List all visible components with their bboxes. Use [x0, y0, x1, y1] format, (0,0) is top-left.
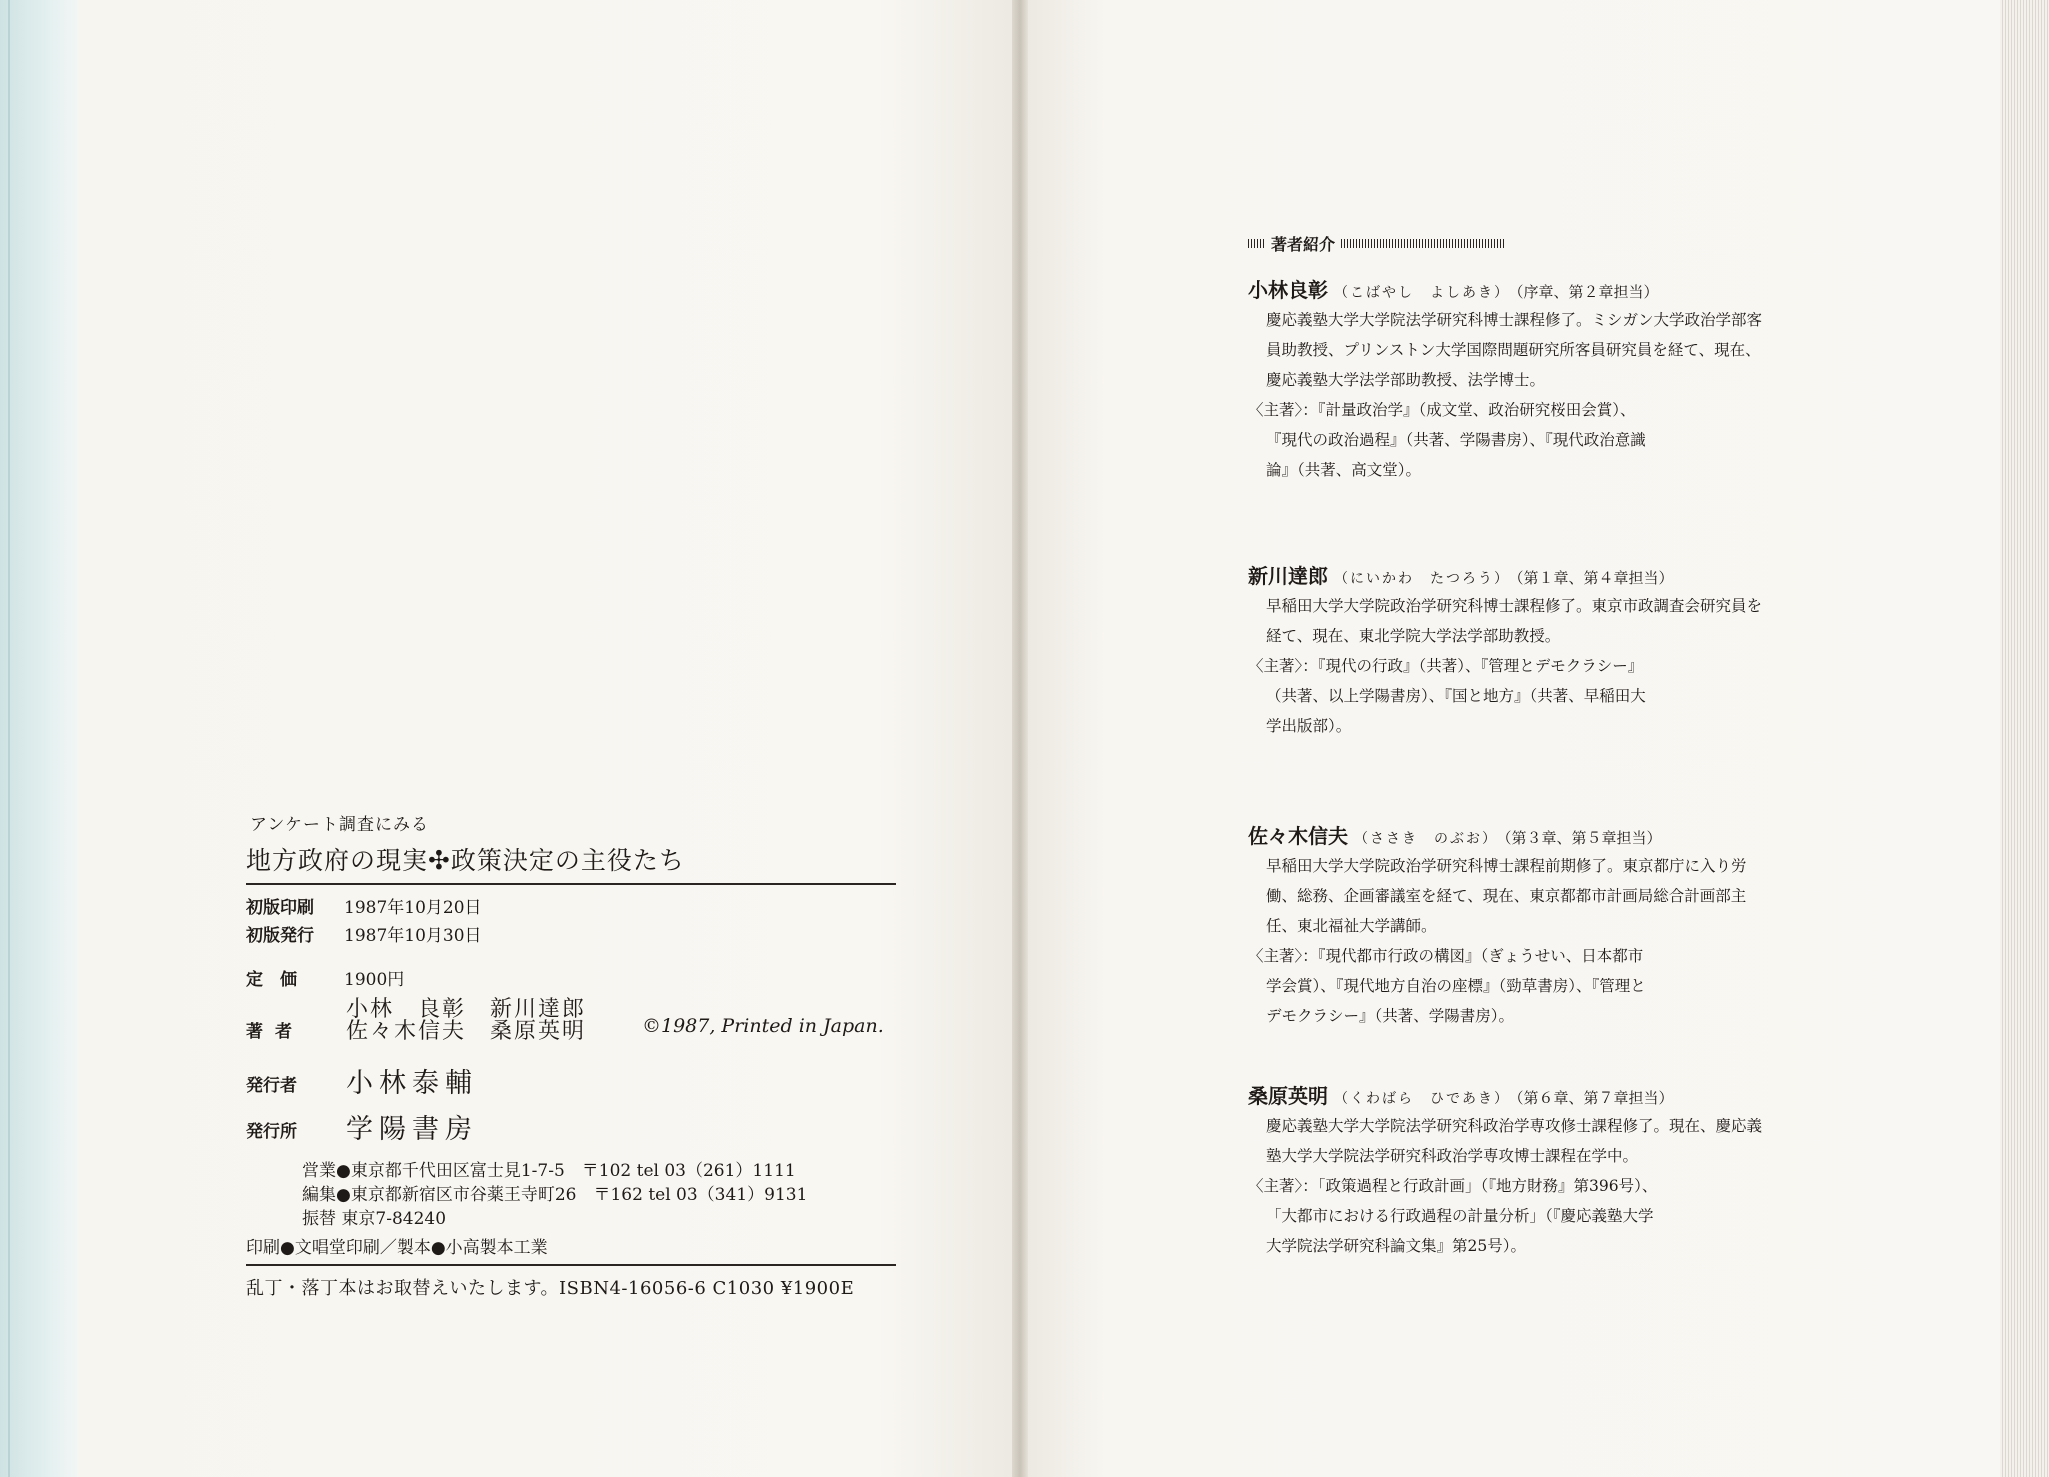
- works-line: 〈主著〉：『現代の行政』（共著）、『管理とデモクラシー』: [1248, 657, 1644, 675]
- publisher-person-name: 小林泰輔: [346, 1068, 478, 1099]
- heading-rule-left: [1248, 239, 1265, 248]
- author-bio: 早稲田大学大学院政治学研究科博士課程修了。東京市政調査会研究員を経て、現在、東北学院大学法学部助教授。: [1266, 597, 1763, 645]
- author-role: （序章、第２章担当）: [1516, 283, 1659, 301]
- works-line: 学出版部）。: [1266, 717, 1352, 735]
- author-role: （第１章、第４章担当）: [1516, 569, 1674, 587]
- author-kana: （ささき のぶお）: [1354, 831, 1498, 847]
- author-works: [1248, 941, 1768, 1031]
- author-entry: [1248, 820, 1768, 1031]
- authors-line-1: 小林 良彰 新川達郎: [346, 997, 587, 1022]
- isbn-line: 乱丁・落丁本はお取替えいたします。ISBN4-16056-6 C1030 ¥1900E: [246, 1278, 855, 1299]
- book-edge-left: [0, 0, 78, 1477]
- works-line: 『現代の政治過程』（共著、学陽書房）、『現代政治意識: [1266, 431, 1646, 449]
- address-editorial: 編集●東京都新宿区市谷薬王寺町26 〒162 tel 03（341）9131: [302, 1185, 808, 1205]
- works-line: デモクラシー』（共著、学陽書房）。: [1266, 1007, 1515, 1025]
- author-bio: 早稲田大学大学院政治学研究科博士課程前期修了。東京都庁に入り労働、総務、企画審議室を経て、現在、東京都都市計画局総合計画部主任、東北福祉大学講師。: [1266, 857, 1747, 935]
- first-print-row: [246, 893, 896, 921]
- author-kana: （くわばら ひであき）: [1334, 1091, 1510, 1107]
- author-name: 新川達郎: [1248, 564, 1328, 588]
- first-issue-date: 1987年10月30日: [344, 926, 482, 946]
- authors-row: [246, 999, 896, 1059]
- publisher-name: 学陽書房: [346, 1114, 478, 1145]
- works-line: 〈主著〉：「政策過程と行政計画」（『地方財務』第396号）、: [1248, 1177, 1658, 1195]
- book-title-sub: 政策決定の主役たち: [450, 846, 685, 875]
- works-line: 学会賞）、『現代地方自治の座標』（勁草書房）、『管理と: [1266, 977, 1646, 995]
- author-head: [1248, 820, 1768, 849]
- colophon: [246, 810, 896, 1300]
- price-value: 1900円: [344, 970, 405, 990]
- author-role: （第６章、第７章担当）: [1516, 1089, 1674, 1107]
- author-introduction: [1248, 232, 1768, 1255]
- works-line: 論』（共著、高文堂）。: [1266, 461, 1422, 479]
- author-works: [1248, 1171, 1768, 1261]
- author-bio: 慶応義塾大学大学院法学研究科政治学専攻修士課程修了。現在、慶応義塾大学大学院法学研究科政治学専攻博士課程在学中。: [1266, 1117, 1763, 1165]
- author-head: [1248, 560, 1768, 589]
- authors-names: [346, 999, 586, 1043]
- author-entry: [1248, 274, 1768, 485]
- first-print-label: 初版印刷: [246, 898, 314, 918]
- ornament-icon: ✣: [428, 846, 451, 876]
- authors-label: 著者: [246, 1022, 304, 1042]
- author-entry: [1248, 1080, 1768, 1261]
- book-title: [246, 841, 896, 877]
- author-name: 小林良彰: [1248, 278, 1328, 302]
- works-line: （共著、以上学陽書房）、『国と地方』（共著、早稲田大: [1266, 687, 1646, 705]
- price-label: 定 価: [246, 970, 297, 990]
- first-print-date: 1987年10月20日: [344, 898, 482, 918]
- publisher-addresses: [302, 1159, 896, 1231]
- publisher-row: [246, 1105, 896, 1151]
- works-line: 〈主著〉：『計量政治学』（成文堂、政治研究桜田会賞）、: [1248, 401, 1636, 419]
- colophon-bottom-rule: [246, 1264, 896, 1266]
- author-works: [1248, 395, 1768, 485]
- heading-rule-right: [1341, 239, 1505, 248]
- author-name: 佐々木信夫: [1248, 824, 1348, 848]
- author-name: 桑原英明: [1248, 1084, 1328, 1108]
- author-head: [1248, 1080, 1768, 1109]
- author-role: （第３章、第５章担当）: [1504, 829, 1662, 847]
- first-issue-row: [246, 921, 896, 949]
- book-subtitle: アンケート調査にみる: [250, 815, 429, 835]
- author-bio: 慶応義塾大学大学院法学研究科博士課程修了。ミシガン大学政治学部客員助教授、プリンストン大学国際問題研究所客員研究員を経て、現在、慶応義塾大学法学部助教授、法学博士。: [1266, 311, 1763, 389]
- colophon-top-rule: [246, 883, 896, 885]
- publisher-person-label: 発行者: [246, 1076, 297, 1096]
- copyright-notice: ©1987, Printed in Japan.: [642, 1015, 884, 1037]
- authors-line-2: 佐々木信夫 桑原英明: [346, 1019, 587, 1044]
- intro-heading: [1248, 232, 1768, 255]
- intro-heading-text: 著者紹介: [1271, 235, 1336, 254]
- publisher-person-row: [246, 1059, 896, 1105]
- price-row: [246, 965, 896, 995]
- works-line: 大学院法学研究科論文集』第25号）。: [1266, 1237, 1526, 1255]
- works-line: 「大都市における行政過程の計量分析」（『慶応義塾大学: [1266, 1207, 1654, 1225]
- book-title-main: 地方政府の現実: [246, 846, 429, 875]
- author-head: [1248, 274, 1768, 303]
- first-issue-label: 初版発行: [246, 926, 314, 946]
- book-edge-right: [2000, 0, 2049, 1477]
- works-line: 〈主著〉：『現代都市行政の構図』（ぎょうせい、日本都市: [1248, 947, 1644, 965]
- address-sales: 営業●東京都千代田区富士見1-7-5 〒102 tel 03（261）1111: [302, 1161, 796, 1181]
- author-entry: [1248, 560, 1768, 741]
- publisher-label: 発行所: [246, 1122, 297, 1142]
- author-kana: （こばやし よしあき）: [1334, 285, 1510, 301]
- transfer-account: 振替 東京7-84240: [302, 1209, 447, 1229]
- author-works: [1248, 651, 1768, 741]
- author-kana: （にいかわ たつろう）: [1334, 571, 1510, 587]
- printer-binder: 印刷●文唱堂印刷／製本●小高製本工業: [246, 1238, 548, 1258]
- book-gutter: [1012, 0, 1028, 1477]
